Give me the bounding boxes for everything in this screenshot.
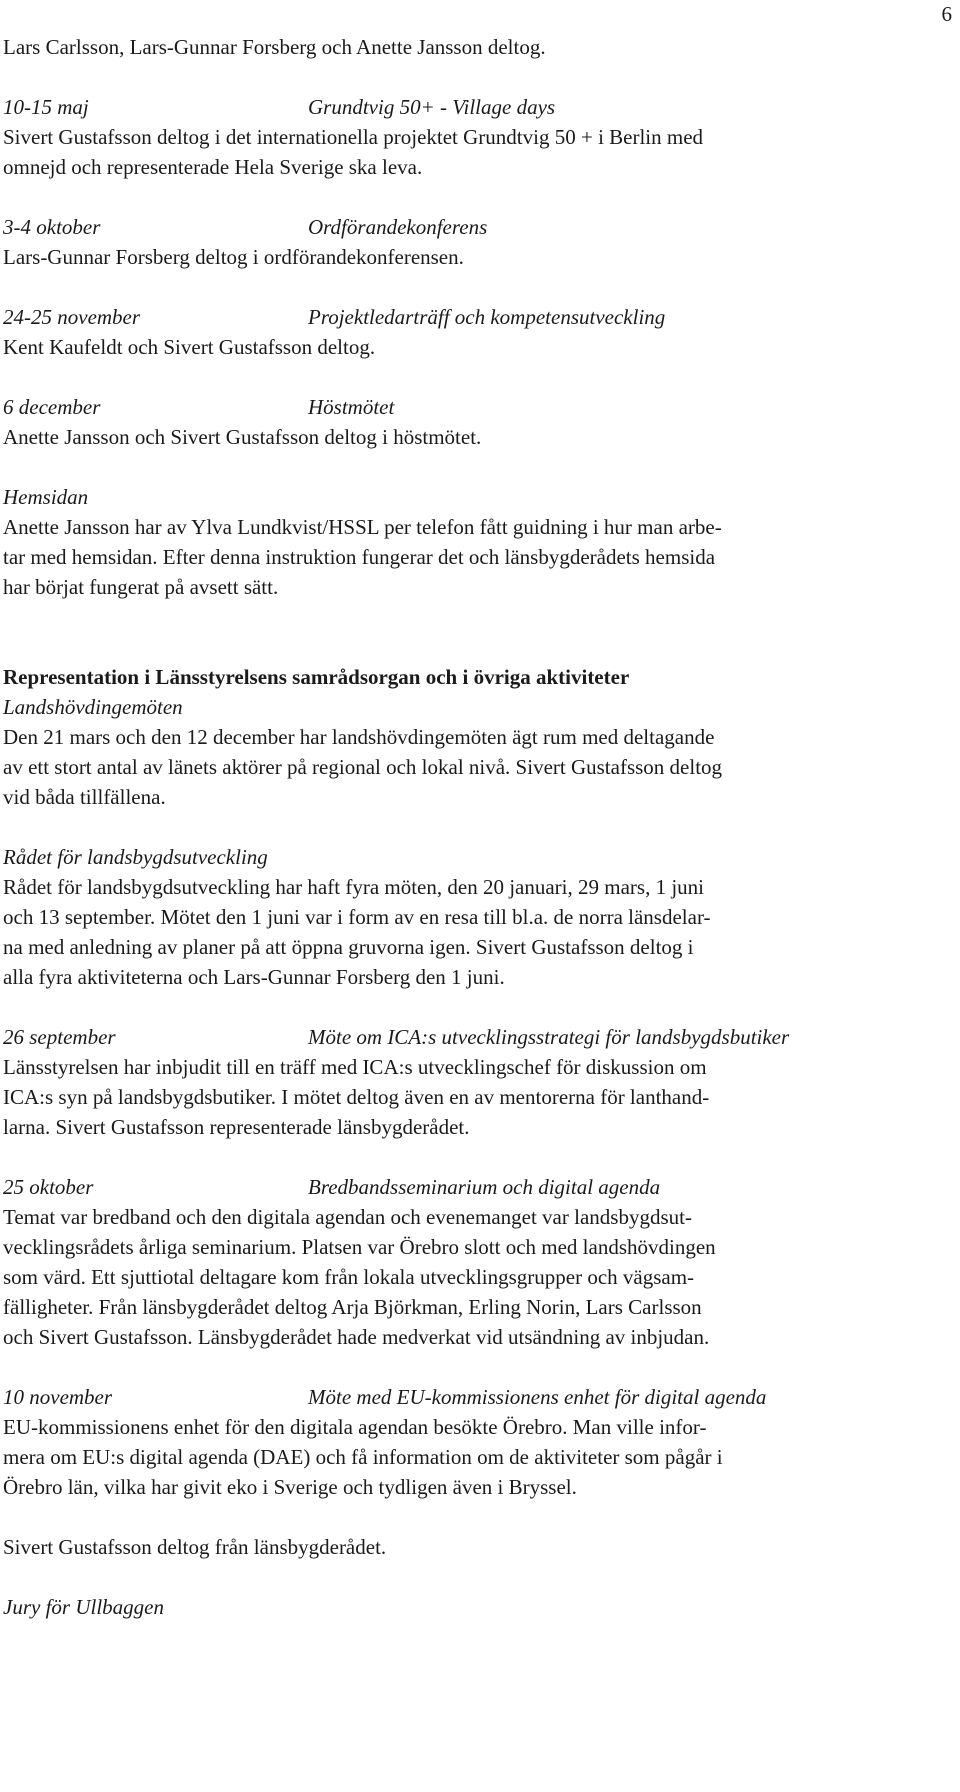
paragraph-line: Sivert Gustafsson deltog i det internationella projektet Grundtvig 50 + i Berlin med (3, 125, 704, 149)
event-topic: Möte om ICA:s utvecklingsstrategi för landsbygdsbutiker (308, 1025, 790, 1049)
event-bredband (3, 1172, 930, 1352)
intro-line: Lars Carlsson, Lars-Gunnar Forsberg och Anette Jansson deltog. (3, 35, 546, 59)
event-date: 24-25 november (3, 305, 141, 329)
event-ordforandekonferens (3, 212, 930, 272)
paragraph-line: Den 21 mars och den 12 december har landshövdingemöten ägt rum med deltagande (3, 725, 715, 749)
paragraph-line: Rådet för landsbygdsutveckling har haft fyra möten, den 20 januari, 29 mars, 1 juni (3, 875, 704, 899)
event-date: 3-4 oktober (3, 215, 101, 239)
closing-line: Sivert Gustafsson deltog från länsbygderådet. (3, 1535, 387, 1559)
paragraph-line: vecklingsrådets årliga seminarium. Platsen var Örebro slott och med landshövdingen (3, 1235, 716, 1259)
paragraph-line: mera om EU:s digital agenda (DAE) och få information om de aktiviteter som pågår i (3, 1445, 723, 1469)
event-date: 10 november (3, 1385, 113, 1409)
event-topic: Bredbandsseminarium och digital agenda (308, 1175, 661, 1199)
event-topic: Möte med EU-kommissionens enhet för digital agenda (308, 1385, 767, 1409)
event-topic: Ordförandekonferens (308, 215, 488, 239)
paragraph-line: tar med hemsidan. Efter denna instruktion fungerar det och länsbygderådets hemsida (3, 545, 716, 569)
section-heading: Hemsidan (3, 485, 89, 509)
paragraph-line: som värd. Ett sjuttiotal deltagare kom från lokala utvecklingsgrupper och vägsam- (3, 1265, 695, 1289)
event-topic: Höstmötet (308, 395, 395, 419)
paragraph-line: EU-kommissionens enhet för den digitala agendan besökte Örebro. Man ville infor- (3, 1415, 707, 1439)
paragraph-line: alla fyra aktiviteterna och Lars-Gunnar Forsberg den 1 juni. (3, 965, 505, 989)
paragraph-line: Kent Kaufeldt och Sivert Gustafsson deltog. (3, 335, 376, 359)
paragraph-line: Anette Jansson har av Ylva Lundkvist/HSSL per telefon fått guidning i hur man arbe- (3, 515, 722, 539)
section-representation (3, 662, 930, 812)
paragraph-line: vid båda tillfällena. (3, 785, 166, 809)
section-radet (3, 842, 930, 992)
event-grundtvig (3, 92, 930, 182)
paragraph-line: och 13 september. Mötet den 1 juni var i form av en resa till bl.a. de norra länsdelar- (3, 905, 711, 929)
event-date: 26 september (3, 1025, 116, 1049)
event-date: 6 december (3, 395, 101, 419)
paragraph-line: larna. Sivert Gustafsson representerade länsbygderådet. (3, 1115, 470, 1139)
page-number: 6 (941, 2, 952, 26)
event-projektledartraff (3, 302, 930, 362)
section-title: Representation i Länsstyrelsens samrådsorgan och i övriga aktiviteter (3, 665, 630, 689)
jury-heading: Jury för Ullbaggen (3, 1595, 164, 1619)
section-hemsidan (3, 482, 930, 602)
paragraph-line: Temat var bredband och den digitala agendan och evenemanget var landsbygdsut- (3, 1205, 692, 1229)
paragraph-line: har börjat fungerat på avsett sätt. (3, 575, 279, 599)
section-heading: Rådet för landsbygdsutveckling (3, 845, 268, 869)
paragraph-line: fälligheter. Från länsbygderådet deltog Arja Björkman, Erling Norin, Lars Carlsson (3, 1295, 702, 1319)
paragraph-line: och Sivert Gustafsson. Länsbygderådet hade medverkat vid utsändning av inbjudan. (3, 1325, 710, 1349)
paragraph-line: av ett stort antal av länets aktörer på regional och lokal nivå. Sivert Gustafsson deltog (3, 755, 723, 779)
event-topic: Projektledarträff och kompetensutveckling (308, 305, 666, 329)
event-hostmotet (3, 392, 930, 452)
paragraph-line: Länsstyrelsen har inbjudit till en träff med ICA:s utvecklingschef för diskussion om (3, 1055, 707, 1079)
section-subheading: Landshövdingemöten (3, 695, 183, 719)
event-eu-kommissionen (3, 1382, 930, 1502)
paragraph-line: Örebro län, vilka har givit eko i Sverige och tydligen även i Bryssel. (3, 1475, 577, 1499)
paragraph-line: Anette Jansson och Sivert Gustafsson deltog i höstmötet. (3, 425, 482, 449)
event-date: 10-15 maj (3, 95, 89, 119)
event-date: 25 oktober (3, 1175, 94, 1199)
paragraph-line: Lars-Gunnar Forsberg deltog i ordförandekonferensen. (3, 245, 464, 269)
paragraph-line: na med anledning av planer på att öppna gruvorna igen. Sivert Gustafsson deltog i (3, 935, 694, 959)
paragraph-line: omnejd och representerade Hela Sverige ska leva. (3, 155, 423, 179)
event-ica (3, 1022, 930, 1142)
event-topic: Grundtvig 50+ - Village days (308, 95, 556, 119)
paragraph-line: ICA:s syn på landsbygdsbutiker. I mötet deltog även en av mentorerna för lanthand- (3, 1085, 710, 1109)
document-body (3, 32, 930, 1622)
